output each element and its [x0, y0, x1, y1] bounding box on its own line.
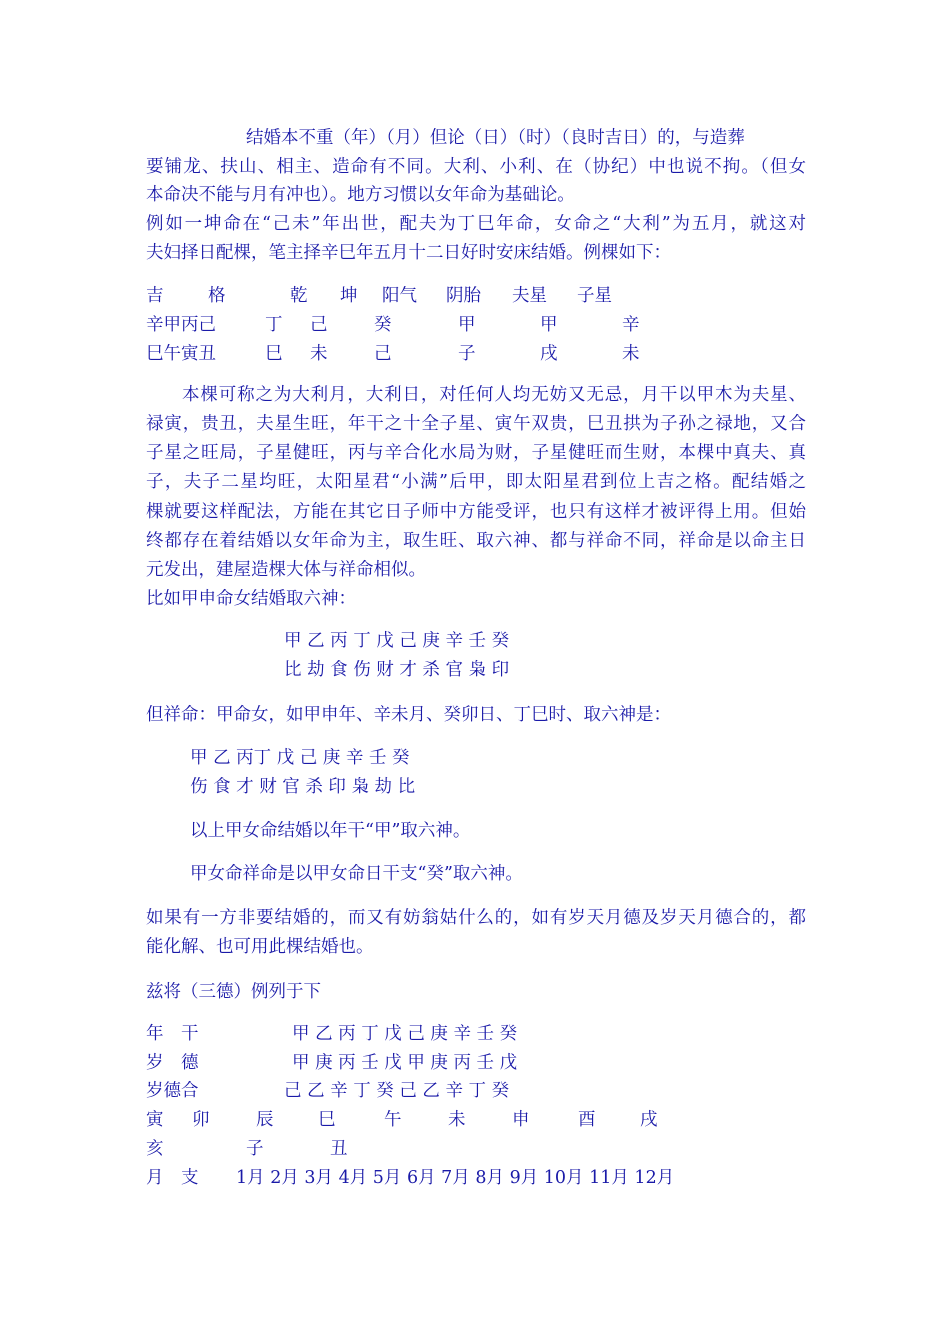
chart-header-yintai: 阴胎 [446, 286, 481, 306]
branch-si: 巳 [318, 1110, 336, 1130]
chart-header-ge: 格 [208, 286, 226, 306]
chart-row2-yangqi: 己 [374, 344, 392, 364]
branch-you: 酉 [578, 1110, 596, 1130]
analysis-line-6: 终都存在着结婚以女年命为主，取生旺、取六神、都与祥命不同，祥命是以命主日 [146, 531, 806, 551]
branch-zi: 子 [246, 1139, 264, 1159]
chart-header-zixing: 子星 [577, 286, 612, 306]
note-xiangming: 甲女命祥命是以甲女命日干支“癸”取六神。 [190, 864, 523, 884]
intro-line-5: 夫妇择日配棵，笔主择辛巳年五月十二日好时安床结婚。例棵如下： [146, 243, 671, 263]
row-label-sui-de: 岁 德 [146, 1053, 199, 1073]
analysis-line-7: 元发出，建屋造棵大体与祥命相似。 [146, 560, 426, 580]
chart-row1-zixing: 辛 [622, 315, 640, 335]
analysis-line-2: 禄寅，贵丑，夫星生旺，年干之十全子星、寅午双贵，巳丑拱为子孙之禄地，又合 [146, 414, 806, 434]
row-year-stems: 甲 乙 丙 丁 戊 己 庚 辛 壬 癸 [292, 1024, 518, 1044]
row-label-year-stem: 年 干 [146, 1024, 199, 1044]
note-marriage: 以上甲女命结婚以年干“甲”取六神。 [190, 821, 471, 841]
intro-line-2: 要铺龙、扶山、相主、造命有不同。大利、小利、在（协纪）中也说不拘。（但女 [146, 157, 806, 177]
chart-header-kun: 坤 [340, 286, 358, 306]
chart-header-ji: 吉 [146, 286, 164, 306]
row-sui-de-he: 己 乙 辛 丁 癸 己 乙 辛 丁 癸 [284, 1081, 510, 1101]
chart-row1-qian: 丁 [265, 315, 283, 335]
chart-header-fuxing: 夫星 [512, 286, 547, 306]
analysis-line-3: 子星之旺局，子星健旺，丙与辛合化水局为财，子星健旺而生财，本棵中真夫、真 [146, 443, 806, 463]
chart-row2-yintai: 子 [458, 344, 476, 364]
resolve-line-1: 如果有一方非要结婚的，而又有妨翁姑什么的，如有岁天月德及岁天月德合的，都 [146, 908, 806, 928]
chart-header-yangqi: 阳气 [382, 286, 417, 306]
chart-row2-kun: 未 [310, 344, 328, 364]
analysis-line-1: 本棵可称之为大利月，大利日，对任何人均无妨又无忌，月干以甲木为夫星、 [182, 385, 806, 405]
chart-row1-fuxing: 甲 [540, 315, 558, 335]
example2-title: 但祥命：甲命女，如甲申年、辛未月、癸卯日、丁巳时、取六神是： [146, 705, 671, 725]
chart-row1-kun: 己 [310, 315, 328, 335]
intro-line-1: 结婚本不重（年）（月）但论（日）（时）（良时吉日）的，与造葬 [246, 128, 745, 148]
row-label-month-branch: 月 支 [146, 1168, 199, 1188]
branch-xu: 戌 [640, 1110, 658, 1130]
chart-row2-pillars: 巳午寅丑 [146, 344, 216, 364]
branch-yin: 寅 [146, 1110, 164, 1130]
chart-row2-zixing: 未 [622, 344, 640, 364]
chart-row1-pillars: 辛甲丙己 [146, 315, 216, 335]
intro-line-4: 例如一坤命在“己未”年出世，配夫为丁巳年命，女命之“大利”为五月，就这对 [146, 214, 806, 234]
branch-chen: 辰 [256, 1110, 274, 1130]
row-months: 1月 2月 3月 4月 5月 6月 7月 8月 9月 10月 11月 12月 [236, 1168, 675, 1188]
chart-row1-yangqi: 癸 [374, 315, 392, 335]
example1-stems: 甲 乙 丙 丁 戊 己 庚 辛 壬 癸 [284, 631, 510, 651]
branch-shen: 申 [512, 1110, 530, 1130]
intro-line-3: 本命决不能与月有冲也）。地方习惯以女年命为基础论。 [146, 185, 575, 205]
analysis-line-4: 子，夫子二星均旺，太阳星君“小满”后甲，即太阳星君到位上吉之格。配结婚之 [146, 472, 806, 492]
example2-stems: 甲 乙 丙丁 戊 己 庚 辛 壬 癸 [190, 748, 410, 768]
example2-gods: 伤 食 才 财 官 杀 印 枭 劫 比 [190, 777, 416, 797]
branch-wu: 午 [384, 1110, 402, 1130]
example1-title: 比如甲申命女结婚取六神： [146, 589, 356, 609]
branch-wei: 未 [448, 1110, 466, 1130]
row-sui-de: 甲 庚 丙 壬 戊 甲 庚 丙 壬 戊 [292, 1053, 518, 1073]
branch-chou: 丑 [330, 1139, 348, 1159]
chart-row2-fuxing: 戌 [540, 344, 558, 364]
example1-gods: 比 劫 食 伤 财 才 杀 官 枭 印 [284, 660, 510, 680]
resolve-line-2: 能化解、也可用此棵结婚也。 [146, 937, 374, 957]
chart-header-qian: 乾 [290, 286, 308, 306]
row-label-sui-de-he: 岁德合 [146, 1081, 199, 1101]
branch-mao: 卯 [192, 1110, 210, 1130]
analysis-line-5: 棵就要这样配法，方能在其它日子师中方能受评，也只有这样才被评得上用。但始 [146, 502, 806, 522]
chart-row1-yintai: 甲 [458, 315, 476, 335]
chart-row2-qian: 巳 [265, 344, 283, 364]
table-title: 兹将（三德）例列于下 [146, 982, 321, 1002]
branch-hai: 亥 [146, 1139, 164, 1159]
